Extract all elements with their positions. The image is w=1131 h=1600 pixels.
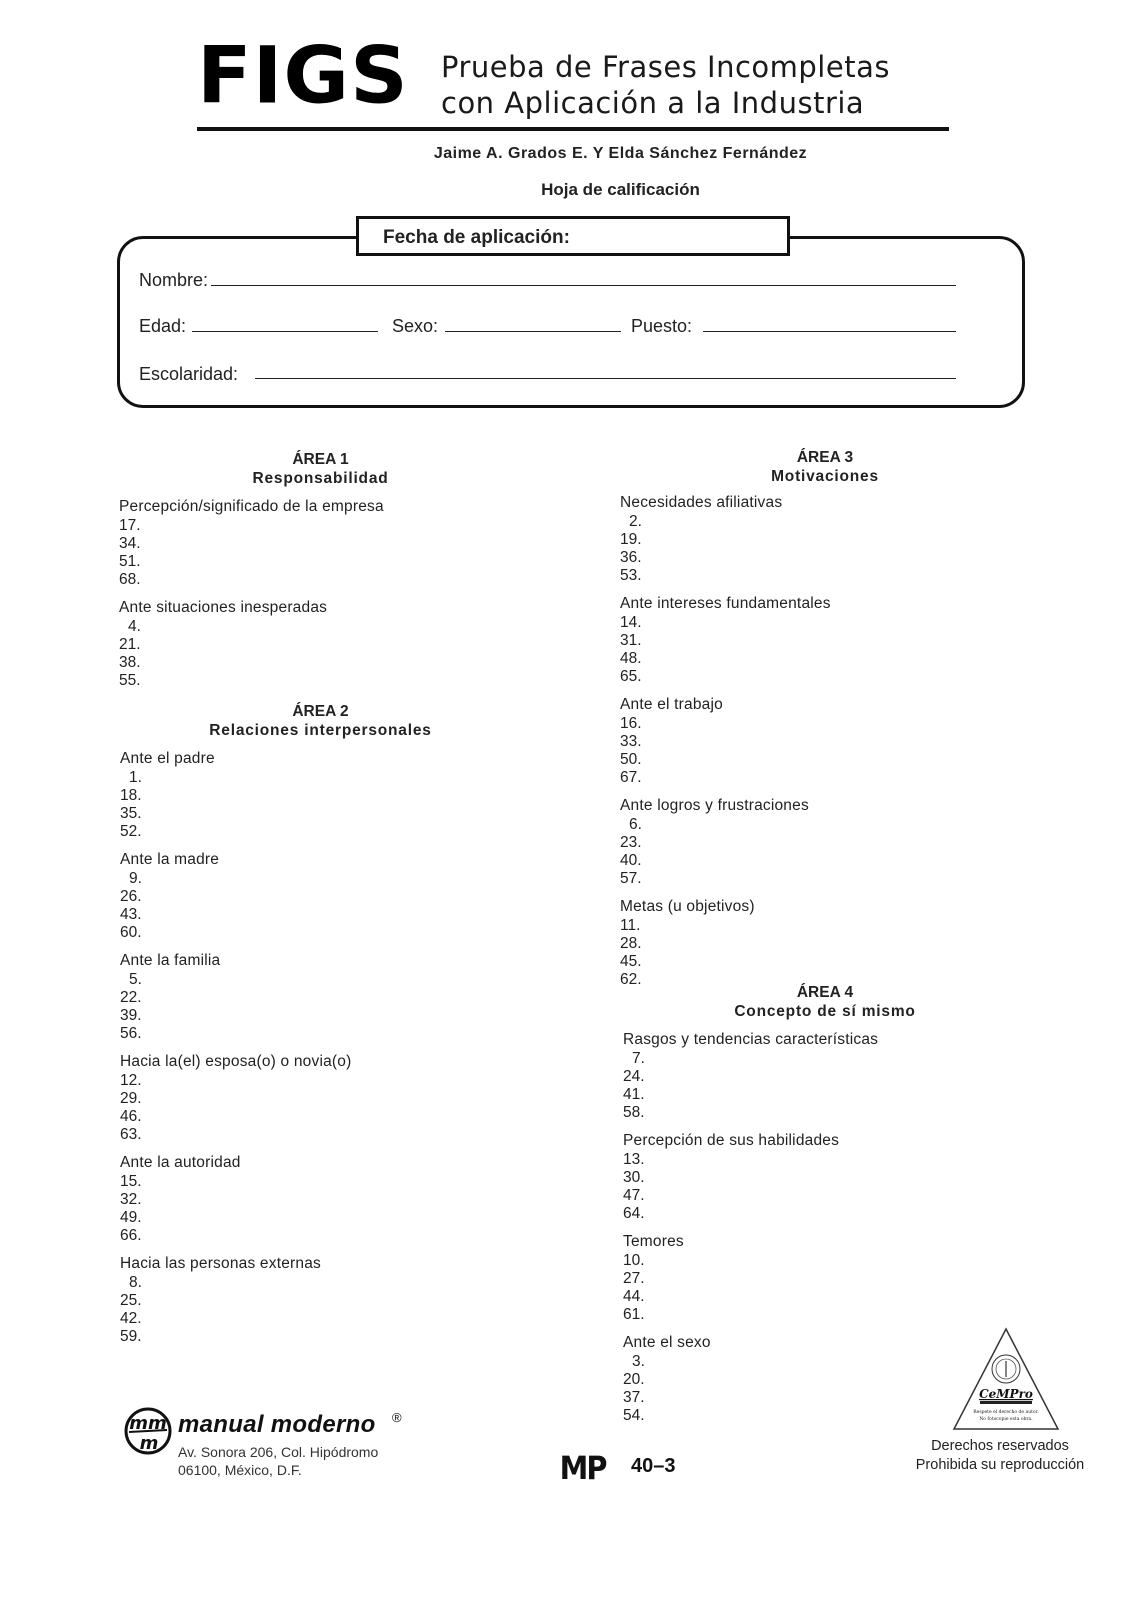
area3-group-1 — [620, 494, 831, 585]
address-line-2: 06100, México, D.F. — [178, 1462, 302, 1478]
escolaridad-field[interactable] — [255, 378, 956, 379]
item-number: 35. — [120, 805, 142, 822]
seal-notice-2: No fotocopie esta obra. — [979, 1417, 1033, 1422]
publisher-address — [178, 1443, 378, 1479]
category-label: Ante el trabajo — [620, 696, 723, 713]
item-number: 4. — [128, 618, 141, 635]
area3-group-2 — [620, 595, 831, 686]
item-number: 11. — [620, 917, 641, 934]
item-number: 54. — [623, 1407, 645, 1424]
item-number: 67. — [620, 769, 642, 786]
item-number: 47. — [623, 1187, 645, 1204]
item-number: 18. — [120, 787, 142, 804]
puesto-label: Puesto: — [631, 316, 693, 336]
item-number: 34. — [119, 535, 141, 552]
item-number: 29. — [120, 1090, 142, 1107]
sheet-title: Hoja de calificación — [541, 180, 700, 199]
area2-group-5 — [120, 1154, 351, 1245]
area1-groups — [119, 498, 384, 700]
item-number: 15. — [120, 1173, 142, 1190]
area3-group-3 — [620, 696, 831, 787]
manual-moderno-logo-icon — [123, 1406, 173, 1456]
item-number: 38. — [119, 654, 141, 671]
item-number: 17. — [119, 517, 141, 534]
rights-notice — [900, 1437, 1100, 1475]
edad-label: Edad: — [139, 316, 187, 336]
item-number: 59. — [120, 1328, 142, 1345]
item-number: 66. — [120, 1227, 142, 1244]
item-number: 5. — [129, 971, 142, 988]
area4-groups — [623, 1031, 878, 1435]
item-number: 23. — [620, 834, 642, 851]
category-label: Ante la familia — [120, 952, 221, 969]
item-number: 6. — [629, 816, 642, 833]
item-number: 39. — [120, 1007, 142, 1024]
item-number: 20. — [623, 1371, 645, 1388]
category-label: Ante intereses fundamentales — [620, 595, 831, 612]
item-number: 65. — [620, 668, 642, 685]
category-label: Ante el padre — [120, 750, 215, 767]
area2-title: ÁREA 2 — [292, 703, 349, 720]
authors: Jaime A. Grados E. Y Elda Sánchez Fernández — [433, 145, 808, 162]
item-number: 44. — [623, 1288, 645, 1305]
item-number: 62. — [620, 971, 642, 988]
item-number: 51. — [119, 553, 141, 570]
item-number: 13. — [623, 1151, 645, 1168]
item-number: 22. — [120, 989, 142, 1006]
item-number: 55. — [119, 672, 141, 689]
fecha-label: Fecha de aplicación: — [383, 227, 570, 248]
category-label: Ante el sexo — [623, 1334, 711, 1351]
area3-name: Motivaciones — [771, 468, 879, 485]
category-label: Percepción/significado de la empresa — [119, 498, 384, 515]
subtitle-line-2: con Aplicación a la Industria — [441, 86, 865, 120]
item-number: 43. — [120, 906, 142, 923]
category-label: Rasgos y tendencias características — [623, 1031, 879, 1048]
area4-title: ÁREA 4 — [796, 984, 854, 1001]
address-line-1: Av. Sonora 206, Col. Hipódromo — [178, 1444, 379, 1460]
area3-group-4 — [620, 797, 831, 888]
item-number: 46. — [120, 1108, 142, 1125]
cempro-seal-icon — [952, 1327, 1060, 1431]
item-number: 41. — [623, 1086, 645, 1103]
item-number: 24. — [623, 1068, 645, 1085]
area4-group-1 — [623, 1031, 878, 1122]
mm-mark-top: mm — [129, 1413, 167, 1434]
item-number: 40. — [620, 852, 642, 869]
item-number: 45. — [620, 953, 642, 970]
item-number: 63. — [120, 1126, 142, 1143]
item-number: 19. — [620, 531, 642, 548]
category-label: Ante situaciones inesperadas — [119, 599, 328, 616]
category-label: Ante logros y frustraciones — [620, 797, 809, 814]
svg-text:m: m — [139, 1433, 159, 1454]
item-number: 53. — [620, 567, 642, 584]
form-code: 40–3 — [631, 1455, 676, 1477]
item-number: 49. — [120, 1209, 142, 1226]
item-number: 50. — [620, 751, 642, 768]
item-number: 42. — [120, 1310, 142, 1327]
puesto-field[interactable] — [703, 331, 956, 332]
item-number: 33. — [620, 733, 642, 750]
escolaridad-label: Escolaridad: — [139, 364, 239, 384]
area3-group-5 — [620, 898, 831, 989]
item-number: 60. — [120, 924, 142, 941]
category-label: Ante la madre — [120, 851, 220, 868]
item-number: 8. — [129, 1274, 142, 1291]
sexo-field[interactable] — [445, 331, 621, 332]
item-number: 10. — [623, 1252, 645, 1269]
area1-header — [119, 450, 522, 488]
item-number: 1. — [129, 769, 142, 786]
rights-line-1: Derechos reservados — [931, 1438, 1069, 1454]
rights-line-2: Prohibida su reproducción — [915, 1457, 1085, 1473]
nombre-field[interactable] — [211, 285, 956, 286]
registered-mark: ® — [392, 1410, 402, 1425]
area4-group-4 — [623, 1334, 878, 1425]
item-number: 32. — [120, 1191, 142, 1208]
item-number: 36. — [620, 549, 642, 566]
item-number: 68. — [119, 571, 141, 588]
item-number: 56. — [120, 1025, 142, 1042]
publisher-name: manual moderno — [178, 1411, 376, 1438]
area1-name: Responsabilidad — [252, 470, 389, 487]
area2-group-3 — [120, 952, 351, 1043]
category-label: Metas (u objetivos) — [620, 898, 755, 915]
category-label: Percepción de sus habilidades — [623, 1132, 840, 1149]
area1-group-1 — [119, 498, 384, 589]
item-number: 37. — [623, 1389, 645, 1406]
item-number: 27. — [623, 1270, 645, 1287]
item-number: 2. — [629, 513, 642, 530]
area4-group-2 — [623, 1132, 878, 1223]
sexo-label: Sexo: — [392, 316, 439, 336]
item-number: 58. — [623, 1104, 645, 1121]
item-number: 21. — [119, 636, 141, 653]
category-label: Necesidades afiliativas — [620, 494, 783, 511]
test-subtitle — [441, 49, 890, 121]
item-number: 28. — [620, 935, 642, 952]
header-rule — [197, 127, 949, 131]
respondent-info-box — [117, 236, 1025, 408]
subtitle-line-1: Prueba de Frases Incompletas — [441, 50, 890, 84]
area2-group-2 — [120, 851, 351, 942]
seal-brand: CeMPro — [979, 1387, 1033, 1401]
fecha-field[interactable] — [356, 216, 790, 256]
item-number: 16. — [620, 715, 642, 732]
edad-field[interactable] — [192, 331, 378, 332]
nombre-label: Nombre: — [139, 270, 209, 290]
item-number: 9. — [129, 870, 142, 887]
item-number: 30. — [623, 1169, 645, 1186]
item-number: 64. — [623, 1205, 645, 1222]
area4-name: Concepto de sí mismo — [734, 1003, 916, 1020]
figs-logo: FIGS — [197, 29, 409, 122]
category-label: Ante la autoridad — [120, 1154, 241, 1171]
mp-mark: MP — [559, 1449, 606, 1487]
item-number: 52. — [120, 823, 142, 840]
area3-title: ÁREA 3 — [796, 449, 854, 466]
area4-header — [620, 983, 1030, 1021]
item-number: 12. — [120, 1072, 142, 1089]
seal-notice-1: Respete el derecho de autor. — [973, 1410, 1039, 1415]
item-number: 3. — [632, 1353, 645, 1370]
area3-header — [620, 448, 1030, 486]
area2-groups — [120, 750, 351, 1356]
area2-group-4 — [120, 1053, 351, 1144]
area2-group-6 — [120, 1255, 351, 1346]
area1-group-2 — [119, 599, 384, 690]
item-number: 25. — [120, 1292, 142, 1309]
area2-header — [119, 702, 522, 740]
item-number: 61. — [623, 1306, 645, 1323]
category-label: Temores — [623, 1233, 684, 1250]
area2-group-1 — [120, 750, 351, 841]
item-number: 7. — [632, 1050, 645, 1067]
item-number: 31. — [620, 632, 642, 649]
area4-group-3 — [623, 1233, 878, 1324]
area2-name: Relaciones interpersonales — [209, 722, 432, 739]
item-number: 57. — [620, 870, 642, 887]
area1-title: ÁREA 1 — [292, 451, 349, 468]
area3-groups — [620, 494, 831, 999]
item-number: 48. — [620, 650, 642, 667]
item-number: 26. — [120, 888, 142, 905]
category-label: Hacia las personas externas — [120, 1255, 321, 1272]
category-label: Hacia la(el) esposa(o) o novia(o) — [120, 1053, 352, 1070]
item-number: 14. — [620, 614, 642, 631]
